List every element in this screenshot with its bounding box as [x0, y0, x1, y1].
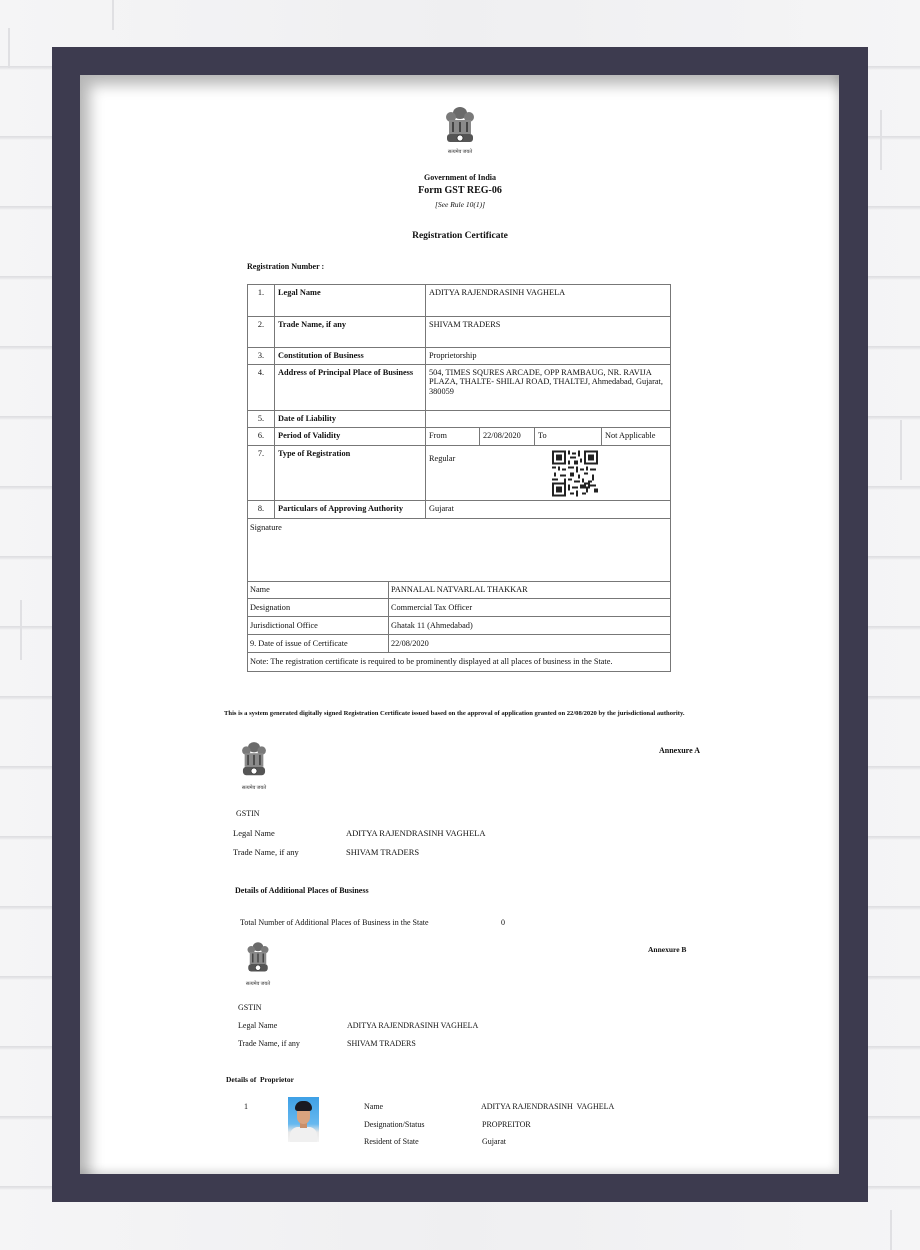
trade-name-value: SHIVAM TRADERS [347, 1039, 416, 1048]
row-number: 6. [248, 428, 275, 446]
row-label: Constitution of Business [275, 348, 426, 365]
signature-label: Signature [248, 519, 671, 582]
wall-joint [20, 600, 22, 660]
table-row [248, 348, 671, 365]
validity-from-label: From [426, 428, 480, 446]
date-of-liability-value [426, 411, 671, 428]
certificate-title: Registration Certificate [412, 231, 508, 241]
issue-date-value: 22/08/2020 [389, 635, 671, 653]
legal-name-label: Legal Name [238, 1021, 278, 1030]
additional-places-total-value: 0 [501, 918, 505, 927]
row-label: Trade Name, if any [275, 317, 426, 348]
validity-from-value: 22/08/2020 [480, 428, 535, 446]
table-row [248, 635, 671, 653]
table-row [248, 285, 671, 317]
legal-name-value: ADITYA RAJENDRASINH VAGHELA [346, 828, 486, 838]
trade-name-label: Trade Name, if any [233, 847, 299, 857]
trade-name-value: SHIVAM TRADERS [426, 317, 671, 348]
system-generated-note: This is a system generated digitally signed Registration Certificate issued based on the approval of application granted on 22/08/2020 by the jurisdictional authority. [224, 710, 685, 717]
emblem-motto: सत्यमेव जयते [245, 982, 271, 987]
approving-authority-value: Gujarat [426, 501, 671, 519]
officer-label: Designation [248, 599, 389, 617]
registration-number-label: Registration Number : [247, 262, 325, 271]
table-row [248, 446, 671, 501]
additional-places-heading: Details of Additional Places of Business [235, 886, 369, 895]
display-note: Note: The registration certificate is required to be prominently displayed at all places of business in the State. [248, 653, 671, 672]
row-number: 3. [248, 348, 275, 365]
trade-name-value: SHIVAM TRADERS [346, 847, 420, 857]
ashoka-emblem-icon [237, 736, 271, 784]
national-emblem-annexure-a [237, 736, 271, 791]
row-label: Address of Principal Place of Business [275, 365, 426, 411]
row-number: 5. [248, 411, 275, 428]
row-label: Date of Liability [275, 411, 426, 428]
row-number: 7. [248, 446, 275, 501]
national-emblem-top [440, 104, 480, 155]
registration-type-value [426, 446, 671, 501]
proprietor-photo [288, 1097, 319, 1142]
validity-to-label: To [535, 428, 602, 446]
wall-joint [890, 1210, 892, 1250]
row-label: Type of Registration [275, 446, 426, 501]
address-value: 504, TIMES SQURES ARCADE, OPP RAMBAUG, NR. RAVIJA PLAZA, THALTE- SHILAJ ROAD, THALTEJ, Ahmedabad, Gujarat, 380059 [426, 365, 671, 411]
row-number: 4. [248, 365, 275, 411]
officer-details-table [247, 518, 671, 672]
row-number: 2. [248, 317, 275, 348]
row-number: 1. [248, 285, 275, 317]
legal-name-label: Legal Name [233, 828, 275, 838]
wall-joint [900, 420, 902, 480]
annexure-b-title: Annexure B [648, 945, 687, 954]
form-title: Form GST REG-06 [418, 185, 502, 196]
legal-name-value: ADITYA RAJENDRASINH VAGHELA [347, 1021, 479, 1030]
table-row [248, 411, 671, 428]
proprietor-heading: Details of Proprietor [226, 1075, 294, 1084]
row-number: 8. [248, 501, 275, 519]
government-heading: Government of India [424, 173, 496, 182]
proprietor-name-value: ADITYA RAJENDRASINH VAGHELA [481, 1102, 615, 1111]
proprietor-resident-label: Resident of State [364, 1137, 419, 1146]
row-label: Legal Name [275, 285, 426, 317]
proprietor-designation-value: PROPREITOR [482, 1120, 531, 1129]
validity-to-value: Not Applicable [602, 428, 671, 446]
table-row [248, 582, 671, 599]
officer-designation-value: Commercial Tax Officer [389, 599, 671, 617]
table-row [248, 617, 671, 635]
emblem-motto: सत्यमेव जयते [241, 786, 267, 791]
row-label: Particulars of Approving Authority [275, 501, 426, 519]
proprietor-name-label: Name [364, 1102, 384, 1111]
proprietor-index: 1 [244, 1102, 248, 1111]
table-row [248, 599, 671, 617]
certificate-details-table [247, 284, 671, 519]
ashoka-emblem-icon [243, 936, 273, 980]
gstin-label: GSTIN [238, 1003, 262, 1012]
wall-joint [880, 110, 882, 170]
national-emblem-annexure-b [243, 936, 273, 987]
registration-type-text: Regular [429, 454, 456, 463]
table-row [248, 501, 671, 519]
jurisdictional-office-value: Ghatak 11 (Ahmedabad) [389, 617, 671, 635]
emblem-motto: सत्यमेव जयते [447, 150, 473, 155]
proprietor-resident-value: Gujarat [482, 1137, 506, 1146]
qr-code-icon [552, 450, 598, 497]
ashoka-emblem-icon [440, 104, 480, 148]
legal-name-value: ADITYA RAJENDRASINH VAGHELA [426, 285, 671, 317]
officer-name-value: PANNALAL NATVARLAL THAKKAR [389, 582, 671, 599]
table-row [248, 365, 671, 411]
officer-label: Name [248, 582, 389, 599]
row-label: Period of Validity [275, 428, 426, 446]
rule-reference: [See Rule 10(1)] [435, 200, 485, 209]
note-row [248, 653, 671, 672]
proprietor-designation-label: Designation/Status [364, 1120, 425, 1129]
wall-joint [8, 28, 10, 68]
signature-row [248, 519, 671, 582]
wall-joint [112, 0, 114, 30]
constitution-value: Proprietorship [426, 348, 671, 365]
table-row [248, 317, 671, 348]
officer-label: 9. Date of issue of Certificate [248, 635, 389, 653]
officer-label: Jurisdictional Office [248, 617, 389, 635]
gstin-label: GSTIN [236, 809, 260, 818]
trade-name-label: Trade Name, if any [238, 1039, 300, 1048]
table-row [248, 428, 671, 446]
additional-places-total-label: Total Number of Additional Places of Business in the State [240, 918, 429, 927]
annexure-a-title: Annexure A [659, 746, 700, 755]
